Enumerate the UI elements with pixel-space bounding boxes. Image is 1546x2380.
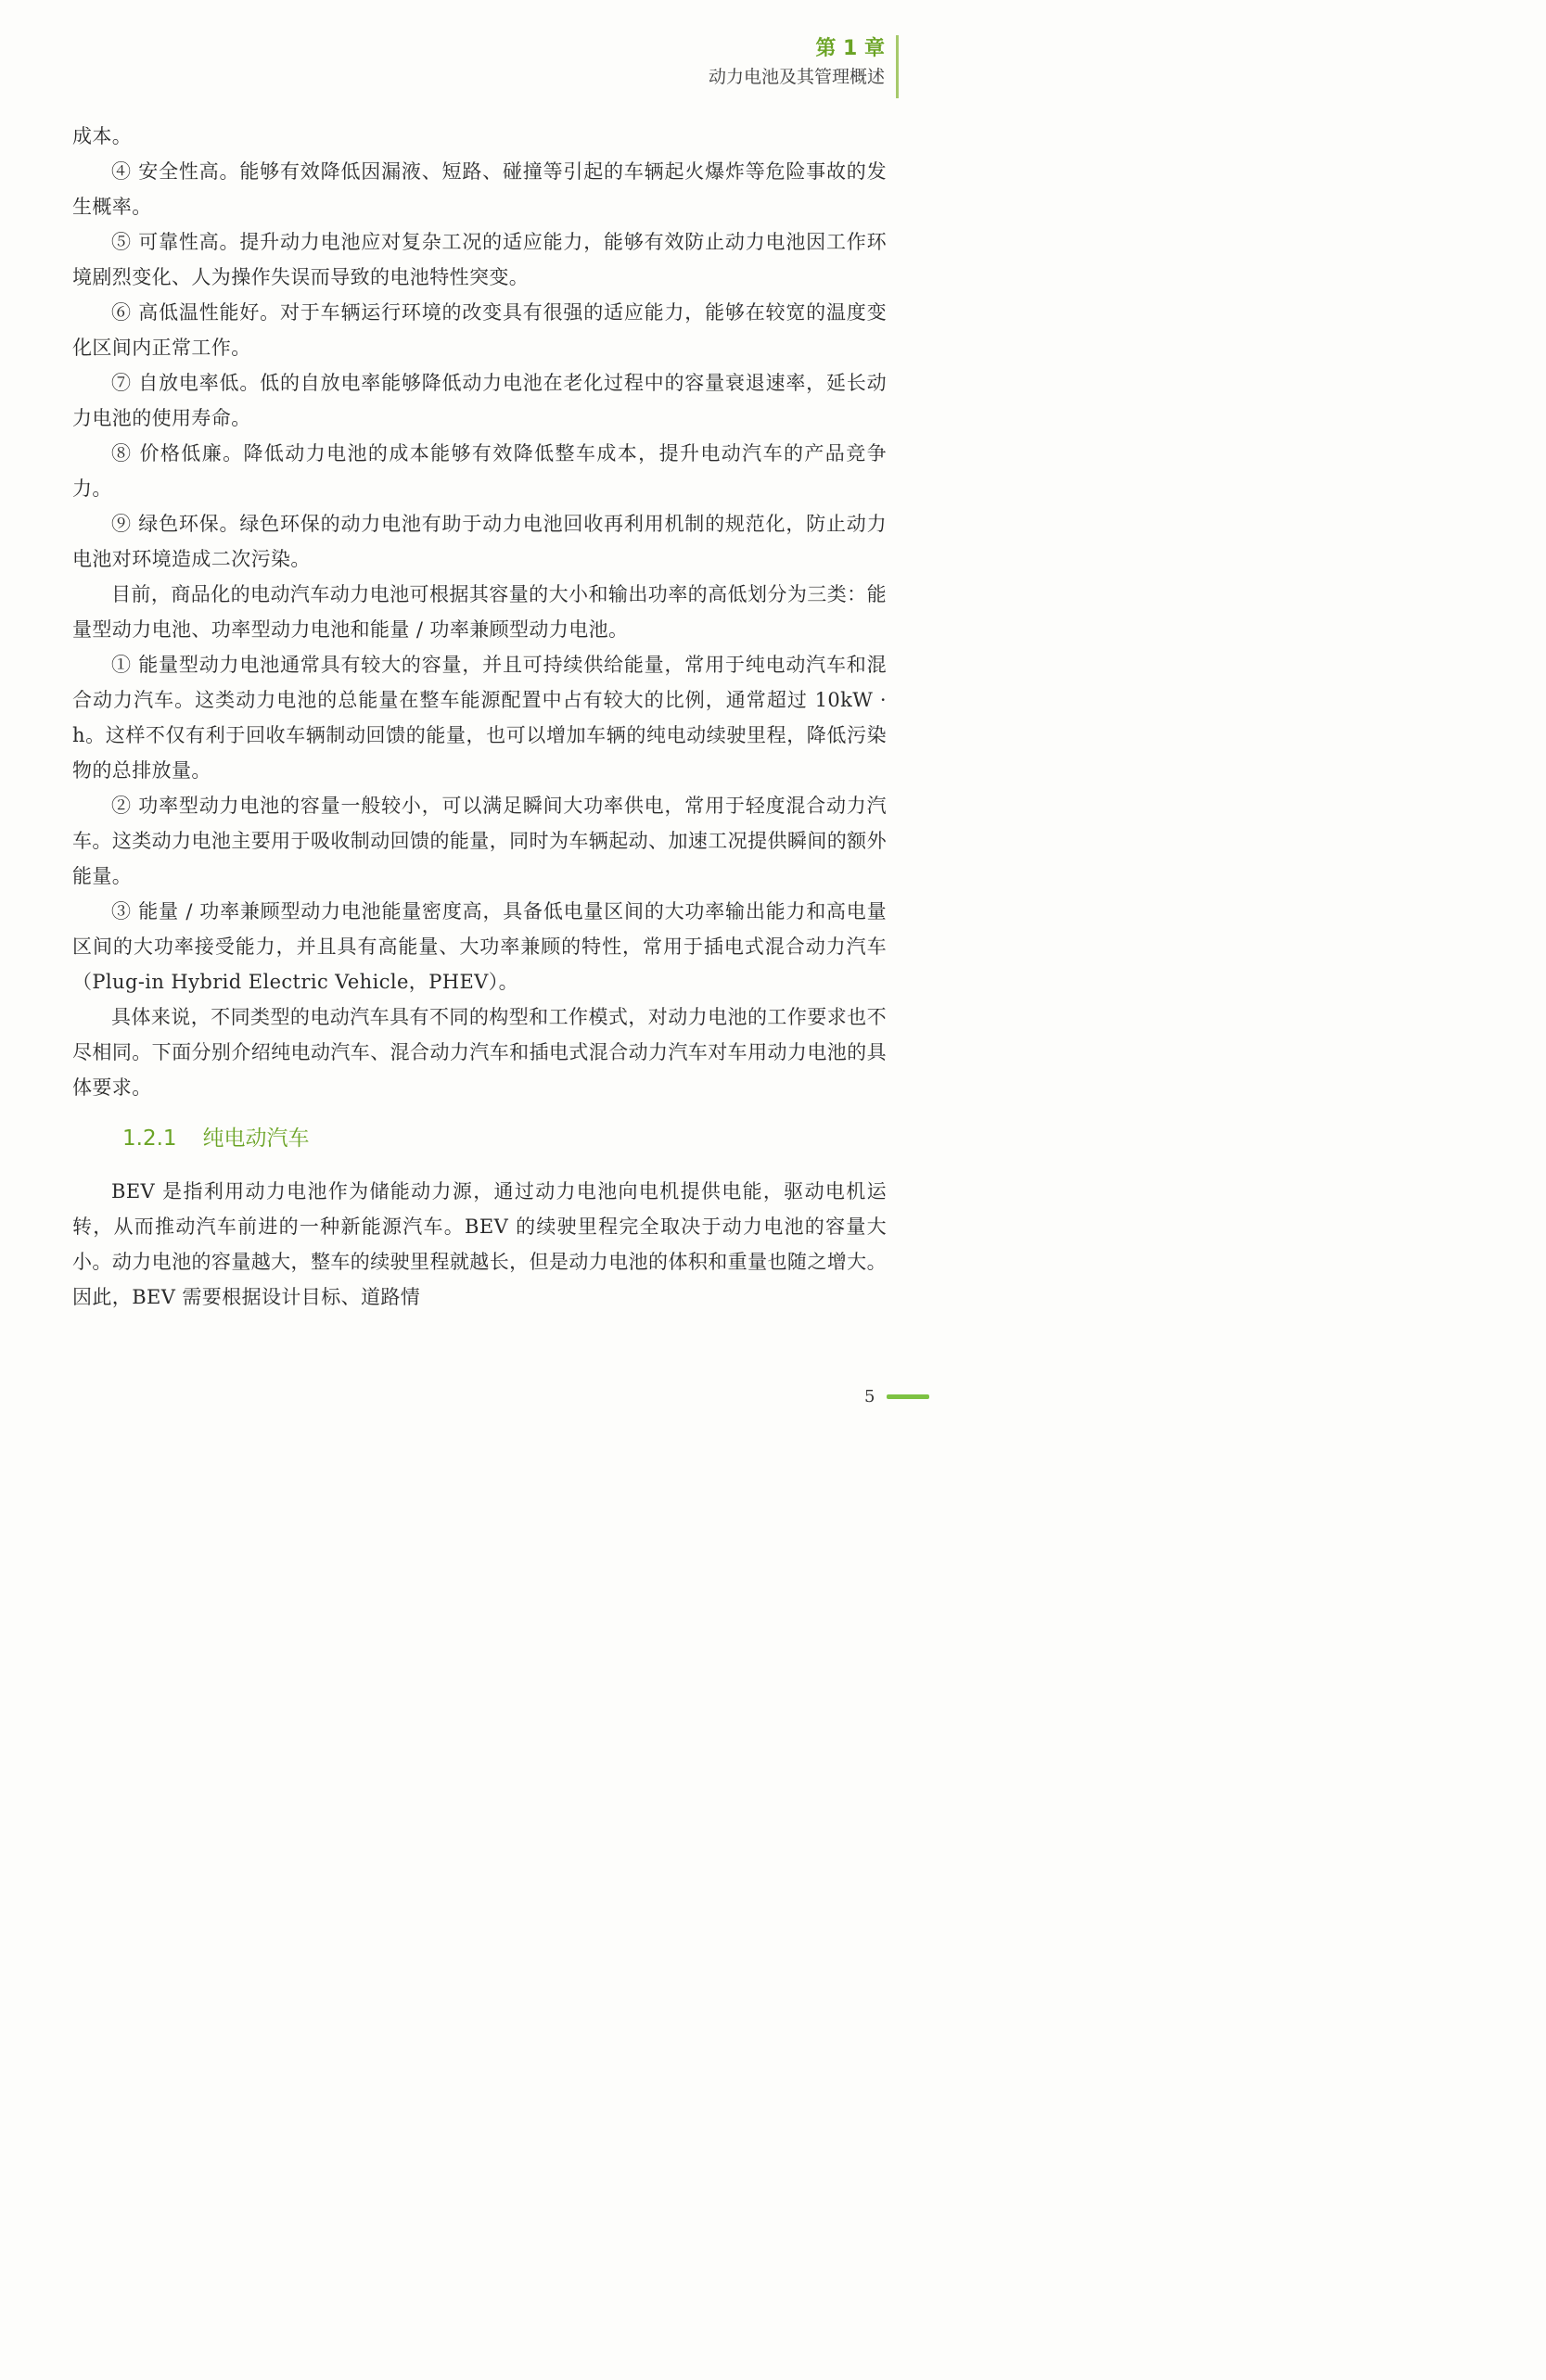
paragraph: ⑦ 自放电率低。低的自放电率能够降低动力电池在老化过程中的容量衰退速率，延长动力电池的使用寿命。 <box>72 372 887 429</box>
paragraph: ⑨ 绿色环保。绿色环保的动力电池有助于动力电池回收再利用机制的规范化，防止动力电池对环境造成二次污染。 <box>72 513 887 570</box>
paragraph: 具体来说，不同类型的电动汽车具有不同的构型和工作模式，对动力电池的工作要求也不尽相同。下面分别介绍纯电动汽车、混合动力汽车和插电式混合动力汽车对车用动力电池的具体要求。 <box>72 1006 887 1099</box>
running-header <box>709 35 885 91</box>
chapter-label: 第 1 章 <box>815 37 885 60</box>
page-body <box>72 119 887 1315</box>
paragraph: 目前，商品化的电动汽车动力电池可根据其容量的大小和输出功率的高低划分为三类：能量型动力电池、功率型动力电池和能量 / 功率兼顾型动力电池。 <box>72 583 887 641</box>
paragraph: ⑧ 价格低廉。降低动力电池的成本能够有效降低整车成本，提升电动汽车的产品竞争力。 <box>72 442 887 500</box>
paragraph: ④ 安全性高。能够有效降低因漏液、短路、碰撞等引起的车辆起火爆炸等危险事故的发生概率。 <box>72 160 887 218</box>
paragraph: ② 功率型动力电池的容量一般较小，可以满足瞬间大功率供电，常用于轻度混合动力汽车。这类动力电池主要用于吸收制动回馈的能量，同时为车辆起动、加速工况提供瞬间的额外能量。 <box>72 795 887 887</box>
section-number: 1.2.1 <box>122 1126 177 1151</box>
paragraph: ⑤ 可靠性高。提升动力电池应对复杂工况的适应能力，能够有效防止动力电池因工作环境剧烈变化、人为操作失误而导致的电池特性突变。 <box>72 231 887 288</box>
paragraph: ⑥ 高低温性能好。对于车辆运行环境的改变具有很强的适应能力，能够在较宽的温度变化区间内正常工作。 <box>72 301 887 359</box>
section-heading <box>122 1120 887 1157</box>
page-number: 5 <box>864 1387 875 1406</box>
chapter-title: 动力电池及其管理概述 <box>708 67 885 87</box>
page-number-accent-bar <box>887 1394 929 1399</box>
paragraph: ③ 能量 / 功率兼顾型动力电池能量密度高，具备低电量区间的大功率输出能力和高电量区间的大功率接受能力，并且具有高能量、大功率兼顾的特性，常用于插电式混合动力汽车（Plug-in Hybrid Electric Vehicle，PHEV）。 <box>72 900 887 993</box>
paragraph: ① 能量型动力电池通常具有较大的容量，并且可持续供给能量，常用于纯电动汽车和混合动力汽车。这类动力电池的总能量在整车能源配置中占有较大的比例，通常超过 10kW · h。这样不仅有利于回收车辆制动回馈的能量，也可以增加车辆的纯电动续驶里程，降低污染物的总排放量。 <box>72 654 887 782</box>
paragraph: 成本。 <box>72 125 133 147</box>
section-title: 纯电动汽车 <box>202 1126 310 1151</box>
header-divider <box>896 35 899 98</box>
paragraph: BEV 是指利用动力电池作为储能动力源，通过动力电池向电机提供电能，驱动电机运转，从而推动汽车前进的一种新能源汽车。BEV 的续驶里程完全取决于动力电池的容量大小。动力电池的容量越大，整车的续驶里程就越长，但是动力电池的体积和重量也随之增大。因此，BEV 需要根据设计目标、道路情 <box>72 1180 887 1308</box>
